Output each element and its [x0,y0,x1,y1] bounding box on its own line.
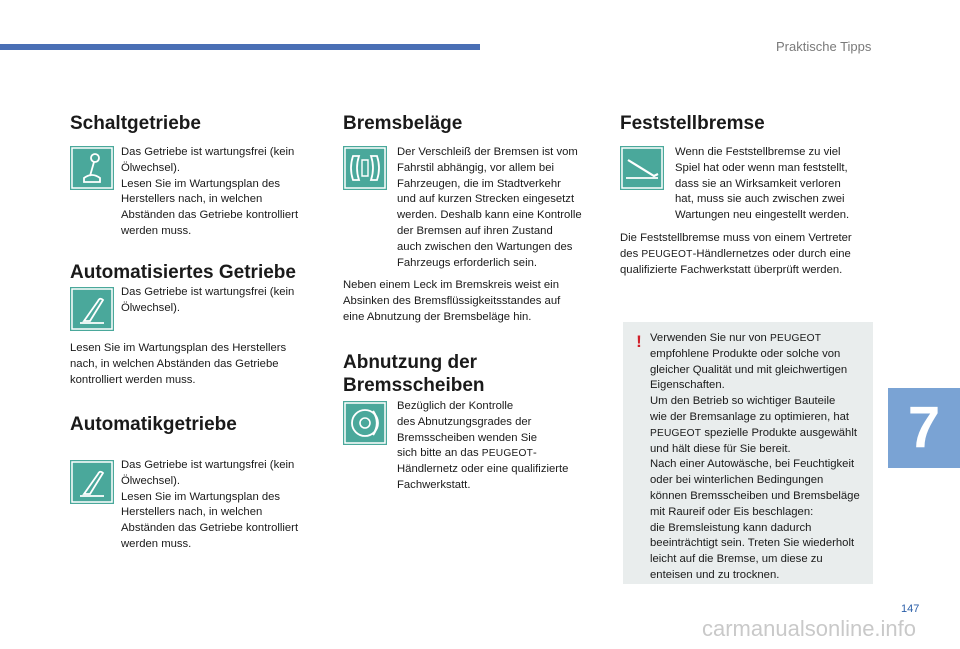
header-accent-bar [0,44,480,50]
chapter-tab: 7 [888,388,960,468]
automated-gear-icon [70,287,114,331]
heading-automatisiertes-getriebe: Automatisiertes Getriebe [70,262,296,283]
text-feststellbremse-note: Die Feststellbremse muss von einem Vertreter des PEUGEOT-Händlernetzes oder durch eine qualifizierte Fachwerkstatt überprüft werden. [620,232,852,276]
parking-brake-icon [620,146,664,190]
text-automatikgetriebe: Das Getriebe ist wartungsfrei (kein Ölwechsel). Lesen Sie im Wartungsplan des Herstellers nach, in welchen Abständen das Getriebe kontrolliert werden muss. [121,459,299,550]
automatic-gear-icon [70,460,114,504]
heading-automatikgetriebe: Automatikgetriebe [70,414,237,435]
warning-icon: ! [636,332,642,351]
section-header: Praktische Tipps [776,39,872,54]
heading-feststellbremse: Feststellbremse [620,113,765,134]
text-bremsscheiben: Bezüglich der Kontrolle des Abnutzungsgrades der Bremsscheiben wenden Sie sich bitte an das PEUGEOT- Händlernetz oder eine qualifizierte Fachwerkstatt. [397,400,569,491]
text-bremsbelaege: Der Verschleiß der Bremsen ist vom Fahrstil abhängig, vor allem bei Fahrzeugen, die im Stadtverkehr und auf kurzen Strecken eingesetzt werden. Deshalb kann eine Kontrolle der Bremsen auf ihren Zustand auch zwischen den Wartungen des Fahrzeugs erforderlich sein. [397,146,582,269]
heading-bremsscheiben: Abnutzung der Bremsscheiben [343,352,485,396]
text-schaltgetriebe: Das Getriebe ist wartungsfrei (kein Ölwechsel). Lesen Sie im Wartungsplan des Herstellers nach, in welchen Abständen das Getriebe kontrolliert werden muss. [121,146,299,237]
watermark: carmanualsonline.info [702,616,917,641]
brake-pads-icon [343,146,387,190]
text-bremsbelaege-note: Neben einem Leck im Bremskreis weist ein Absinken des Bremsflüssigkeitsstandes auf eine Abnutzung der Bremsbeläge hin. [343,279,561,323]
heading-schaltgetriebe: Schaltgetriebe [70,113,201,134]
brake-disc-icon [343,401,387,445]
page-number: 147 [901,603,920,615]
text-feststellbremse: Wenn die Feststellbremse zu viel Spiel hat oder wenn man feststellt, dass sie an Wirksamkeit verloren hat, muss sie auch zwischen zwei Wartungen neu eingestellt werden. [675,146,850,222]
text-automatisiertes-getriebe-note: Lesen Sie im Wartungsplan des Herstellers nach, in welchen Abständen das Getriebe kontrolliert werden muss. [70,342,287,386]
gear-shift-icon [70,146,114,190]
warning-text: Verwenden Sie nur von PEUGEOT empfohlene Produkte oder solche von gleicher Qualität und mit gleichwertigen Eigenschaften. Um den Betrieb so wichtiger Bauteile wie der Bremsanlage zu optimieren, hat PEUGEOT spezielle Produkte ausgewählt und hält diese für Sie bereit. Nach einer Autowäsche, bei Feuchtigkeit oder bei winterlichen Bedingungen können Bremsscheiben und Bremsbeläge mit Raureif oder Eis beschlagen: die Bremsleistung kann dadurch beeinträchtigt sein. Treten Sie wiederholt leicht auf die Bremse, um diese zu enteisen und zu trocknen. [650,332,860,581]
text-automatisiertes-getriebe: Das Getriebe ist wartungsfrei (kein Ölwechsel). [121,286,295,314]
heading-bremsbelaege: Bremsbeläge [343,113,463,134]
